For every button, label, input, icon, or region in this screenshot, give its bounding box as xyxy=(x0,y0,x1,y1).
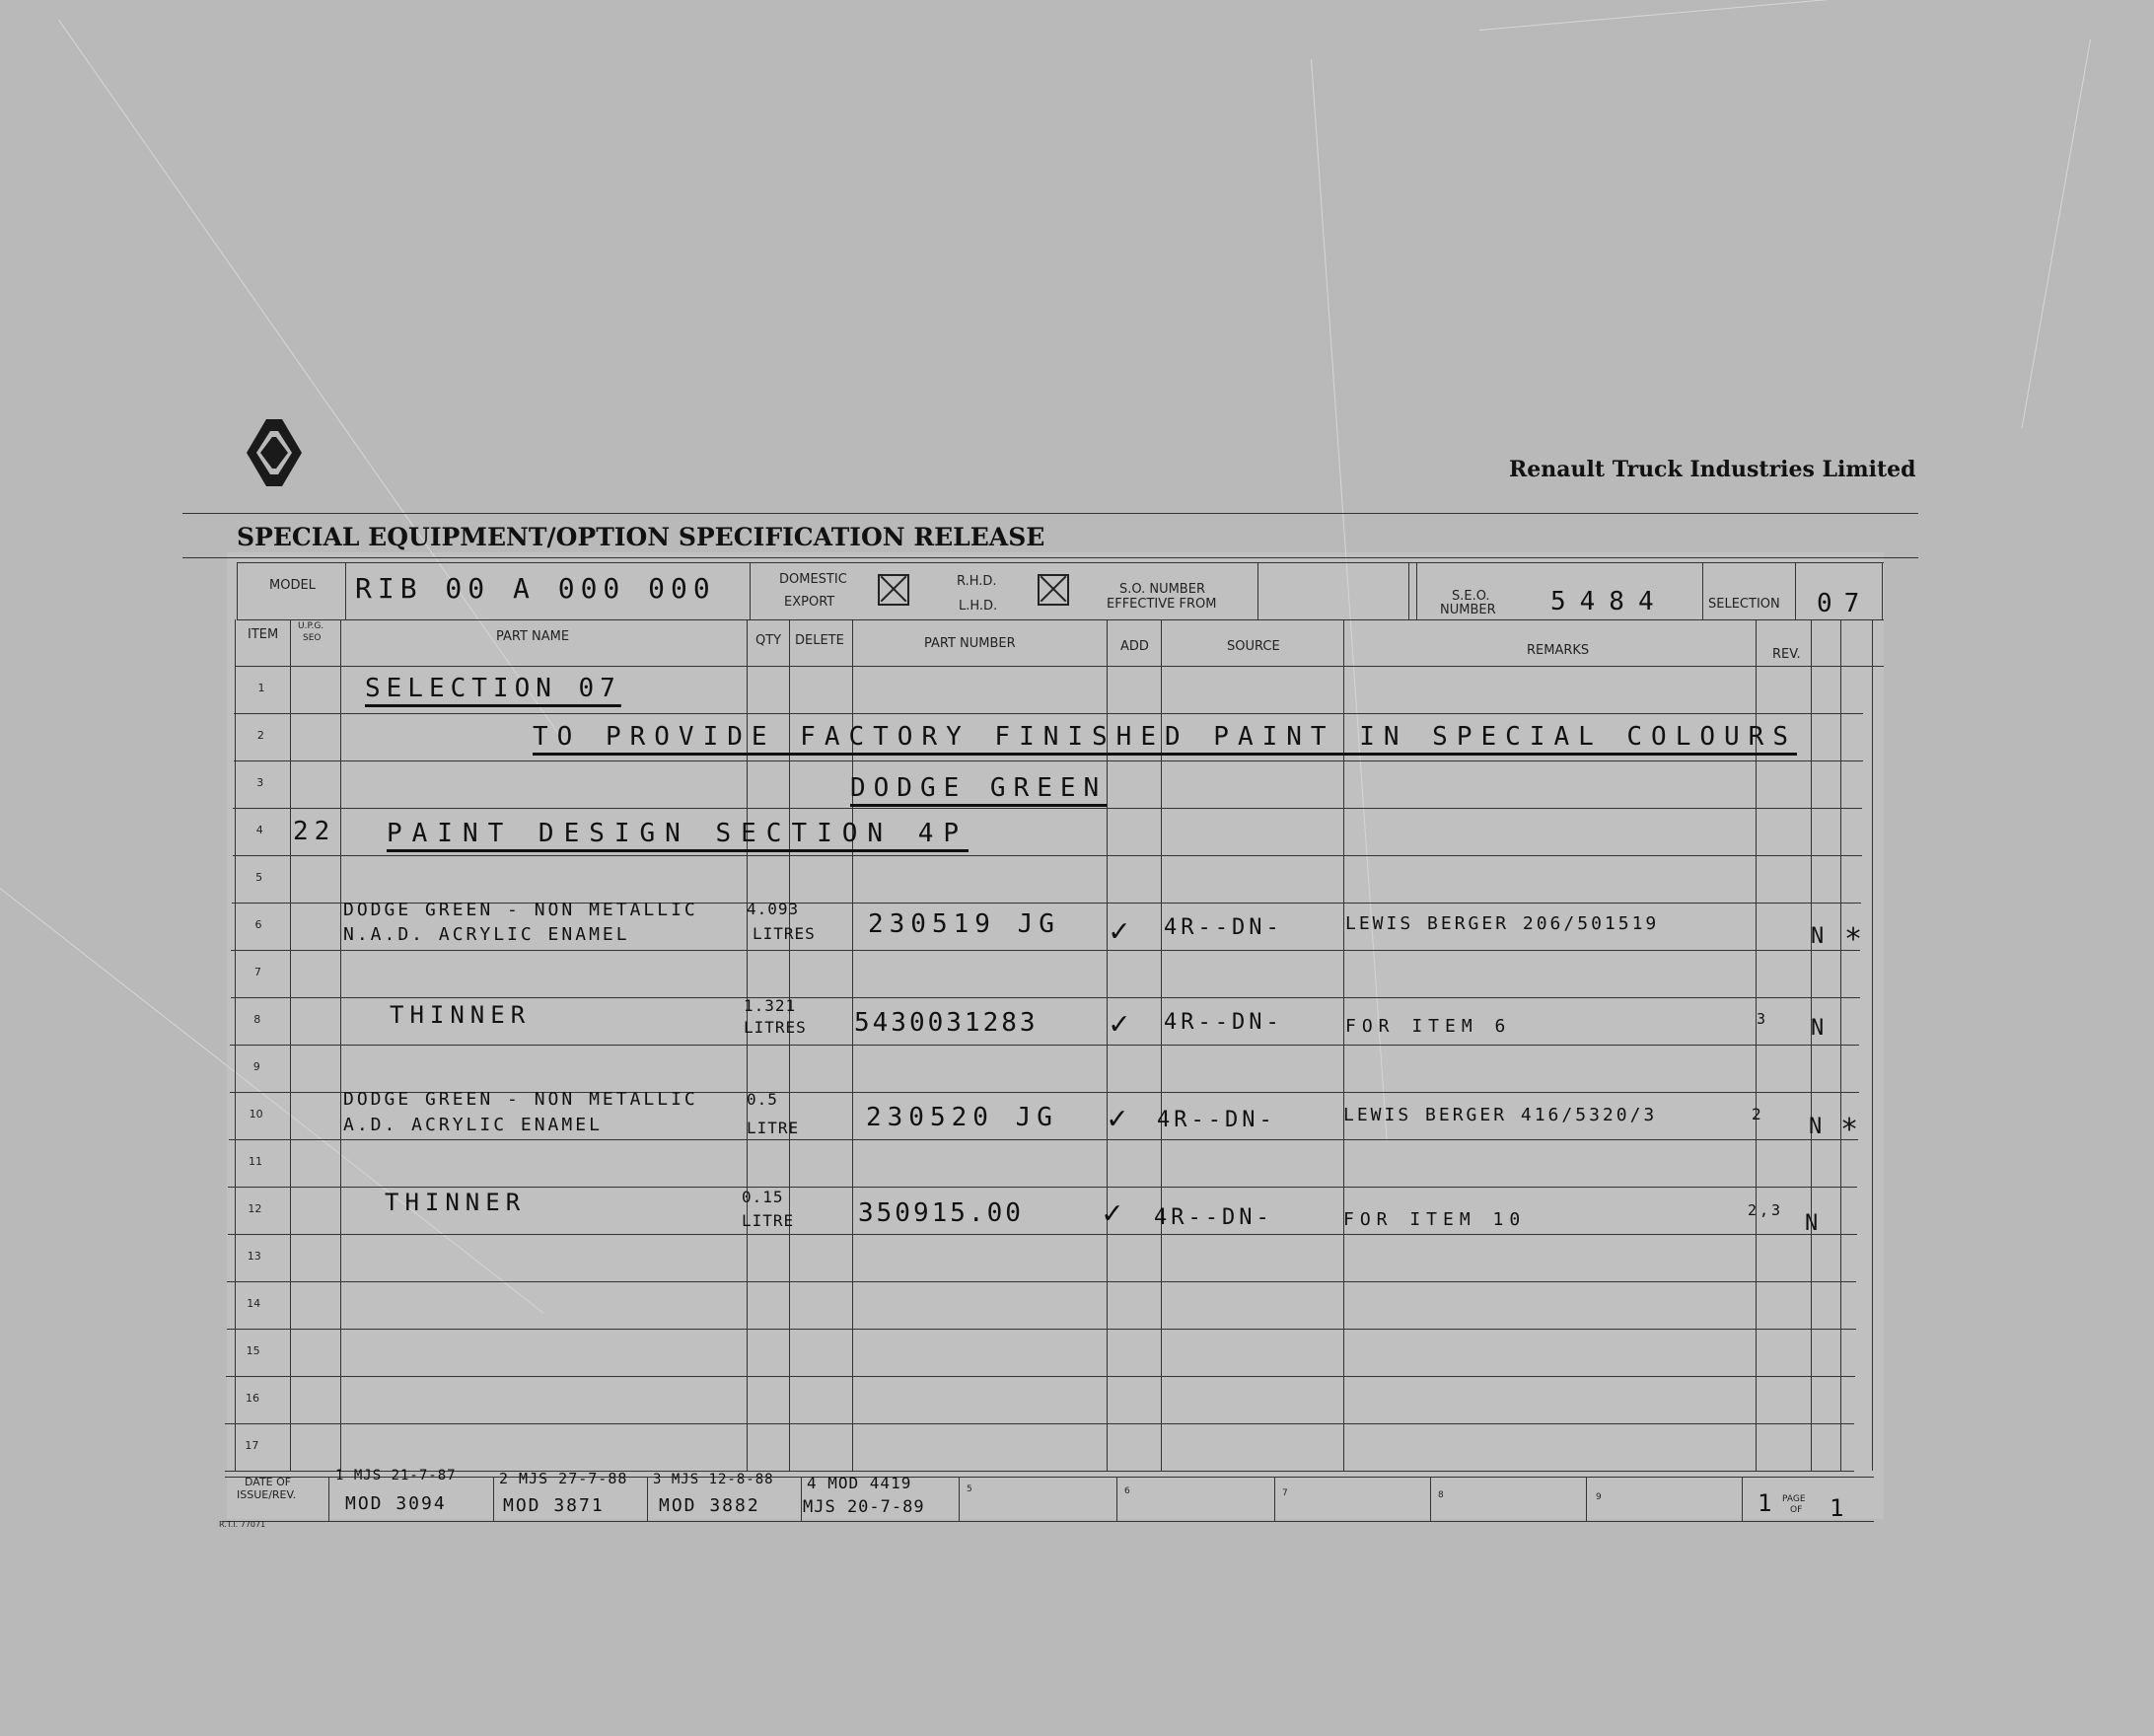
item-12-sf: N xyxy=(1805,1211,1825,1236)
item-10-qty: 0.5 xyxy=(747,1090,778,1109)
seo-number-label: NUMBER xyxy=(1440,603,1496,617)
grid-column-line xyxy=(340,619,341,1471)
rev-4-date: MJS 20-7-89 xyxy=(803,1497,925,1517)
item-6-part-number: 230519 JG xyxy=(868,909,1060,939)
item-6-source: 4R--DN- xyxy=(1164,915,1283,940)
line-1-text: SELECTION 07 xyxy=(365,674,621,703)
seo-label: S.E.O. xyxy=(1452,589,1490,604)
item-12-source: 4R--DN- xyxy=(1154,1205,1273,1230)
col-part-name: PART NAME xyxy=(496,629,570,644)
row-number: 1 xyxy=(257,682,265,694)
item-6-mark: * xyxy=(1844,922,1869,957)
item-6-add-check: ✓ xyxy=(1110,911,1135,949)
item-10-qty-unit: LITRE xyxy=(747,1119,800,1137)
row-number: 2 xyxy=(256,729,264,742)
rev-8-num: 8 xyxy=(1438,1490,1444,1500)
so-number-label: S.O. NUMBER xyxy=(1119,582,1205,597)
item-8-add-check: ✓ xyxy=(1110,1004,1135,1042)
row-number: 17 xyxy=(245,1439,259,1452)
item-6-sf: N xyxy=(1811,924,1831,949)
grid-row-line xyxy=(228,1234,1857,1235)
grid-row-line xyxy=(234,760,1863,761)
row-number: 11 xyxy=(249,1155,262,1168)
line-3-text: DODGE GREEN xyxy=(850,773,1108,803)
grid-column-line xyxy=(1811,619,1812,1471)
grid-row-line xyxy=(235,666,1864,667)
item-10-sf: N xyxy=(1809,1115,1829,1139)
row-number: 10 xyxy=(249,1108,263,1121)
item-6-part-name-1: DODGE GREEN - NON METALLIC xyxy=(343,900,698,920)
grid-row-line xyxy=(234,713,1863,714)
seo-number-value[interactable]: 5484 xyxy=(1550,587,1668,616)
line-4-upg: 22 xyxy=(293,817,336,846)
item-10-part-number: 230520 JG xyxy=(866,1103,1058,1132)
grid-row-line xyxy=(230,1045,1859,1046)
rev-1-date: 1 MJS 21-7-87 xyxy=(335,1468,457,1483)
rev-3-date: 3 MJS 12-8-88 xyxy=(653,1472,774,1487)
item-12-remarks: FOR ITEM 10 xyxy=(1343,1209,1527,1230)
grid-column-line xyxy=(235,619,236,1471)
col-item: ITEM xyxy=(248,627,279,642)
renault-diamond-logo xyxy=(245,419,304,486)
grid-column-line xyxy=(290,619,291,1471)
item-12-part-name: THINNER xyxy=(385,1189,527,1216)
item-8-sf: N xyxy=(1811,1016,1831,1041)
row-number: 14 xyxy=(247,1297,261,1310)
rhd-label: R.H.D. xyxy=(957,574,997,589)
item-12-add-check: ✓ xyxy=(1103,1194,1128,1231)
item-8-part-name: THINNER xyxy=(390,1001,532,1029)
col-upg-seo: SEO xyxy=(303,633,322,643)
rev-7-num: 7 xyxy=(1282,1488,1288,1498)
domestic-label: DOMESTIC xyxy=(779,572,847,587)
line-2-text: TO PROVIDE FACTORY FINISHED PAINT IN SPECIAL COLOURS xyxy=(533,722,1797,752)
rev-6-num: 6 xyxy=(1124,1486,1130,1496)
line-4-text: PAINT DESIGN SECTION 4P xyxy=(387,819,969,848)
grid-row-line xyxy=(229,1139,1858,1140)
rev-4-mod: 4 MOD 4419 xyxy=(807,1474,912,1492)
domestic-export-checkbox[interactable] xyxy=(878,574,909,606)
item-12-rev: 2,3 xyxy=(1748,1201,1784,1219)
item-6-remarks: LEWIS BERGER 206/501519 xyxy=(1345,913,1660,934)
rev-3-mod: MOD 3882 xyxy=(659,1495,760,1516)
col-source: SOURCE xyxy=(1227,639,1280,654)
row-number: 12 xyxy=(248,1202,262,1215)
export-label: EXPORT xyxy=(784,595,835,610)
grid-column-line xyxy=(1840,619,1841,1471)
item-10-part-name-1: DODGE GREEN - NON METALLIC xyxy=(343,1089,698,1110)
page-label: PAGE xyxy=(1782,1494,1806,1504)
model-label: MODEL xyxy=(269,578,316,593)
col-rev: REV. xyxy=(1772,647,1801,662)
item-8-source: 4R--DN- xyxy=(1164,1010,1283,1035)
item-12-qty: 0.15 xyxy=(742,1188,784,1206)
selection-label: SELECTION xyxy=(1708,597,1780,612)
grid-row-line xyxy=(231,997,1860,998)
item-10-add-check: ✓ xyxy=(1108,1099,1133,1136)
col-delete: DELETE xyxy=(795,633,844,648)
col-upg: U.P.G. xyxy=(298,621,324,631)
col-add: ADD xyxy=(1120,639,1149,654)
row-number: 8 xyxy=(253,1013,261,1026)
grid-row-line xyxy=(227,1329,1856,1330)
rev-2-date: 2 MJS 27-7-88 xyxy=(499,1470,628,1487)
page-of-label: OF xyxy=(1790,1505,1803,1515)
date-of-label: DATE OF xyxy=(245,1476,292,1488)
row-number: 13 xyxy=(247,1250,261,1263)
item-10-rev: 2 xyxy=(1752,1105,1764,1123)
company-name: Renault Truck Industries Limited xyxy=(1509,457,1916,482)
item-6-qty-unit: LITRES xyxy=(753,924,816,943)
row-number: 4 xyxy=(255,824,263,836)
rev-9-num: 9 xyxy=(1596,1492,1602,1502)
item-8-part-number: 5430031283 xyxy=(854,1008,1039,1038)
selection-value[interactable]: 07 xyxy=(1817,589,1872,618)
grid-row-line xyxy=(225,1423,1854,1424)
page-number: 1 xyxy=(1758,1489,1778,1517)
rhd-lhd-checkbox[interactable] xyxy=(1038,574,1069,606)
grid-row-line xyxy=(225,1471,1854,1472)
row-number: 6 xyxy=(254,918,262,931)
rev-2-mod: MOD 3871 xyxy=(503,1495,605,1516)
issue-rev-label: ISSUE/REV. xyxy=(237,1488,297,1501)
item-6-qty: 4.093 xyxy=(747,900,800,918)
col-part-number: PART NUMBER xyxy=(924,636,1016,651)
grid-row-line xyxy=(231,950,1860,951)
row-number: 15 xyxy=(246,1344,260,1357)
item-10-remarks: LEWIS BERGER 416/5320/3 xyxy=(1343,1105,1658,1125)
rev-1-mod: MOD 3094 xyxy=(345,1493,447,1514)
item-12-part-number: 350915.00 xyxy=(858,1198,1024,1228)
grid-row-line xyxy=(233,855,1862,856)
col-qty: QTY xyxy=(755,633,782,648)
scratch-line xyxy=(2022,39,2091,428)
item-8-rev: 3 xyxy=(1757,1010,1769,1028)
item-6-part-name-2: N.A.D. ACRYLIC ENAMEL xyxy=(343,924,630,945)
scratch-line xyxy=(1479,0,2089,31)
row-number: 16 xyxy=(246,1392,259,1405)
item-8-qty-unit: LITRES xyxy=(744,1018,807,1037)
row-number: 5 xyxy=(255,871,263,884)
row-number: 3 xyxy=(256,776,264,789)
form-title: SPECIAL EQUIPMENT/OPTION SPECIFICATION RELEASE xyxy=(237,523,1045,551)
item-8-qty: 1.321 xyxy=(744,996,797,1015)
grid-row-line xyxy=(233,808,1862,809)
form-code: R.T.I. 77071 xyxy=(219,1520,266,1529)
item-10-part-name-2: A.D. ACRYLIC ENAMEL xyxy=(343,1115,603,1135)
grid-row-line xyxy=(228,1187,1857,1188)
effective-from-label: EFFECTIVE FROM xyxy=(1107,597,1217,612)
item-12-qty-unit: LITRE xyxy=(742,1211,795,1230)
item-8-remarks: FOR ITEM 6 xyxy=(1345,1016,1512,1037)
row-number: 9 xyxy=(252,1060,260,1073)
row-number: 7 xyxy=(253,966,261,978)
item-10-mark: * xyxy=(1840,1113,1865,1147)
item-10-source: 4R--DN- xyxy=(1157,1108,1276,1132)
grid-row-line xyxy=(227,1281,1856,1282)
col-remarks: REMARKS xyxy=(1527,643,1590,658)
lhd-label: L.H.D. xyxy=(959,599,998,614)
grid-row-line xyxy=(226,1376,1855,1377)
grid-column-line xyxy=(1872,619,1873,1471)
rev-5-num: 5 xyxy=(967,1484,972,1494)
page-total: 1 xyxy=(1830,1494,1850,1522)
model-value[interactable]: RIB 00 A 000 000 xyxy=(355,572,716,605)
